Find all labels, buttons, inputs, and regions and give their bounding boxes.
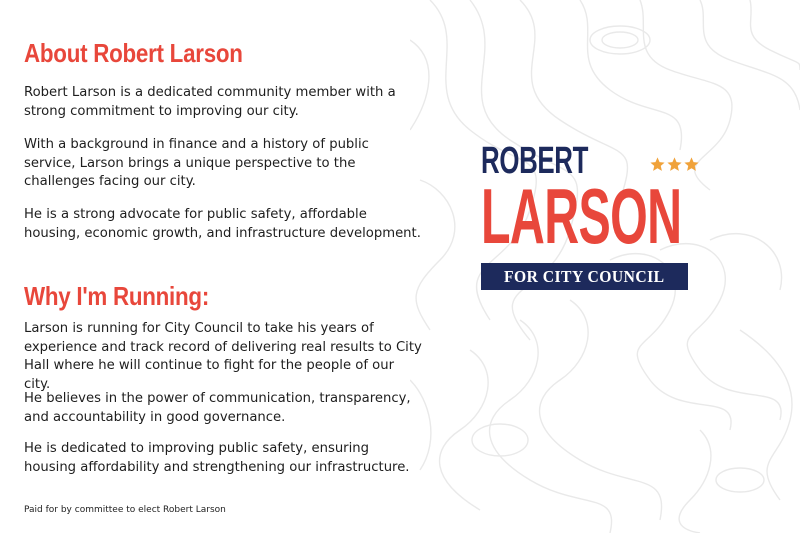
why-paragraph: He believes in the power of communication, transparency, and accountability in good governance. bbox=[24, 391, 411, 425]
logo-office-band bbox=[481, 263, 688, 290]
logo-first-name: ROBERT bbox=[481, 140, 589, 182]
star-icon bbox=[649, 156, 666, 173]
campaign-logo bbox=[481, 142, 721, 292]
why-running-heading: Why I'm Running: bbox=[24, 281, 210, 311]
about-paragraph: He is a strong advocate for public safety, affordable housing, economic growth, and infrastructure development. bbox=[24, 207, 421, 241]
about-paragraph: Robert Larson is a dedicated community member with a strong commitment to improving our city. bbox=[24, 85, 396, 119]
about-heading: About Robert Larson bbox=[24, 38, 243, 68]
why-paragraph: He is dedicated to improving public safety, ensuring housing affordability and strengthening our infrastructure. bbox=[24, 441, 410, 475]
star-icon bbox=[683, 156, 700, 173]
star-icon bbox=[666, 156, 683, 173]
why-paragraph: Larson is running for City Council to take his years of experience and track record of delivering real results to City Hall where he will continue to fight for the people of our city. bbox=[24, 321, 422, 392]
logo-last-name: LARSON bbox=[481, 172, 682, 260]
paid-for-disclaimer: Paid for by committee to elect Robert Larson bbox=[24, 505, 226, 515]
about-paragraph: With a background in finance and a history of public service, Larson brings a unique perspective to the challenges facing our city. bbox=[24, 137, 369, 189]
logo-stars bbox=[649, 156, 700, 173]
logo-office-text: FOR CITY COUNCIL bbox=[504, 266, 665, 286]
